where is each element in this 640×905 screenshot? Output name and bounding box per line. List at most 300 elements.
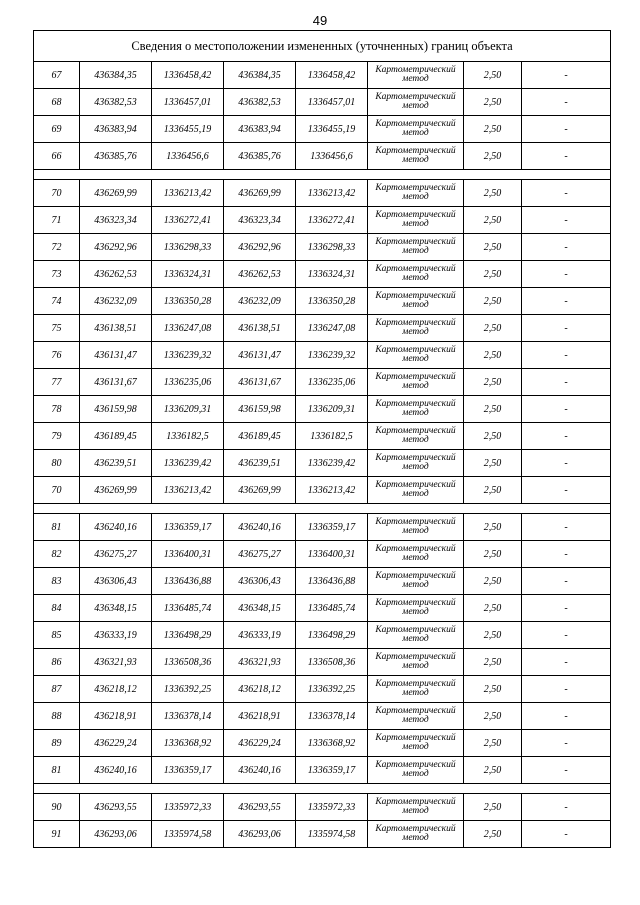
method-label-line2: метод	[402, 435, 429, 445]
method-label-line1: Картометрический	[375, 291, 456, 301]
table-row	[34, 757, 611, 784]
table-row	[34, 568, 611, 595]
y-existing-cell: 1336359,17	[152, 514, 224, 541]
method-label-line2: метод	[402, 273, 429, 283]
y-new-cell: 1336368,92	[296, 730, 368, 757]
y-existing-cell: 1336458,42	[152, 62, 224, 89]
y-existing-cell: 1336456,6	[152, 143, 224, 170]
table-row	[34, 288, 611, 315]
method-label-line1: Картометрический	[375, 426, 456, 436]
description-cell: -	[522, 794, 611, 821]
point-number-cell: 74	[34, 288, 80, 315]
method-cell	[368, 622, 464, 649]
description-cell: -	[522, 180, 611, 207]
description-cell: -	[522, 116, 611, 143]
method-cell	[368, 116, 464, 143]
y-new-cell: 1336392,25	[296, 676, 368, 703]
point-number-cell: 73	[34, 261, 80, 288]
method-label-line1: Картометрический	[375, 733, 456, 743]
y-existing-cell: 1336368,92	[152, 730, 224, 757]
method-label-line2: метод	[402, 219, 429, 229]
method-label-line2: метод	[402, 155, 429, 165]
separator-cell	[34, 170, 611, 180]
method-label-line1: Картометрический	[375, 210, 456, 220]
point-number-cell: 68	[34, 89, 80, 116]
method-label-line2: метод	[402, 769, 429, 779]
x-new-cell: 436229,24	[224, 730, 296, 757]
method-label-line2: метод	[402, 128, 429, 138]
description-cell: -	[522, 423, 611, 450]
point-number-cell: 72	[34, 234, 80, 261]
description-cell: -	[522, 234, 611, 261]
point-number-cell: 71	[34, 207, 80, 234]
method-cell	[368, 595, 464, 622]
x-existing-cell: 436348,15	[80, 595, 152, 622]
y-new-cell: 1336247,08	[296, 315, 368, 342]
x-existing-cell: 436385,76	[80, 143, 152, 170]
method-cell	[368, 821, 464, 848]
x-new-cell: 436382,53	[224, 89, 296, 116]
y-new-cell: 1336436,88	[296, 568, 368, 595]
x-new-cell: 436138,51	[224, 315, 296, 342]
method-label-line2: метод	[402, 715, 429, 725]
method-cell	[368, 288, 464, 315]
method-cell	[368, 315, 464, 342]
x-existing-cell: 436262,53	[80, 261, 152, 288]
method-label-line2: метод	[402, 408, 429, 418]
description-cell: -	[522, 730, 611, 757]
description-cell: -	[522, 821, 611, 848]
boundary-coordinates-table	[33, 30, 611, 848]
x-existing-cell: 436240,16	[80, 514, 152, 541]
method-label-line2: метод	[402, 327, 429, 337]
table-row	[34, 207, 611, 234]
point-number-cell: 78	[34, 396, 80, 423]
precision-cell: 2,50	[464, 369, 522, 396]
x-existing-cell: 436292,96	[80, 234, 152, 261]
table-row	[34, 622, 611, 649]
y-existing-cell: 1335972,33	[152, 794, 224, 821]
point-number-cell: 75	[34, 315, 80, 342]
table-row	[34, 450, 611, 477]
separator-cell	[34, 504, 611, 514]
description-cell: -	[522, 649, 611, 676]
precision-cell: 2,50	[464, 288, 522, 315]
y-existing-cell: 1336359,17	[152, 757, 224, 784]
y-new-cell: 1336239,42	[296, 450, 368, 477]
point-number-cell: 76	[34, 342, 80, 369]
method-cell	[368, 423, 464, 450]
x-new-cell: 436159,98	[224, 396, 296, 423]
x-new-cell: 436269,99	[224, 477, 296, 504]
method-cell	[368, 794, 464, 821]
precision-cell: 2,50	[464, 315, 522, 342]
precision-cell: 2,50	[464, 703, 522, 730]
description-cell: -	[522, 369, 611, 396]
group-separator-row	[34, 784, 611, 794]
method-label-line1: Картометрический	[375, 679, 456, 689]
method-label-line1: Картометрический	[375, 65, 456, 75]
method-label-line2: метод	[402, 553, 429, 563]
y-existing-cell: 1336235,06	[152, 369, 224, 396]
y-new-cell: 1336498,29	[296, 622, 368, 649]
precision-cell: 2,50	[464, 568, 522, 595]
precision-cell: 2,50	[464, 143, 522, 170]
x-new-cell: 436269,99	[224, 180, 296, 207]
y-new-cell: 1336456,6	[296, 143, 368, 170]
x-existing-cell: 436384,35	[80, 62, 152, 89]
x-existing-cell: 436189,45	[80, 423, 152, 450]
method-label-line1: Картометрический	[375, 480, 456, 490]
point-number-cell: 85	[34, 622, 80, 649]
precision-cell: 2,50	[464, 595, 522, 622]
y-existing-cell: 1336400,31	[152, 541, 224, 568]
method-cell	[368, 730, 464, 757]
table-row	[34, 261, 611, 288]
precision-cell: 2,50	[464, 342, 522, 369]
table-row	[34, 514, 611, 541]
precision-cell: 2,50	[464, 180, 522, 207]
method-cell	[368, 450, 464, 477]
method-label-line2: метод	[402, 489, 429, 499]
table-row	[34, 143, 611, 170]
y-existing-cell: 1336213,42	[152, 477, 224, 504]
y-new-cell: 1336458,42	[296, 62, 368, 89]
y-new-cell: 1335974,58	[296, 821, 368, 848]
method-cell	[368, 207, 464, 234]
method-cell	[368, 757, 464, 784]
point-number-cell: 81	[34, 514, 80, 541]
method-label-line1: Картометрический	[375, 399, 456, 409]
x-new-cell: 436383,94	[224, 116, 296, 143]
method-label-line1: Картометрический	[375, 146, 456, 156]
method-label-line2: метод	[402, 607, 429, 617]
method-cell	[368, 649, 464, 676]
method-cell	[368, 703, 464, 730]
x-new-cell: 436232,09	[224, 288, 296, 315]
point-number-cell: 87	[34, 676, 80, 703]
point-number-cell: 67	[34, 62, 80, 89]
y-existing-cell: 1336498,29	[152, 622, 224, 649]
page-number: 49	[312, 13, 328, 28]
point-number-cell: 77	[34, 369, 80, 396]
x-new-cell: 436384,35	[224, 62, 296, 89]
description-cell: -	[522, 450, 611, 477]
y-existing-cell: 1336350,28	[152, 288, 224, 315]
table-row	[34, 703, 611, 730]
method-label-line1: Картометрический	[375, 345, 456, 355]
method-label-line2: метод	[402, 300, 429, 310]
y-new-cell: 1336182,5	[296, 423, 368, 450]
point-number-cell: 89	[34, 730, 80, 757]
description-cell: -	[522, 477, 611, 504]
x-new-cell: 436306,43	[224, 568, 296, 595]
method-cell	[368, 477, 464, 504]
y-existing-cell: 1336272,41	[152, 207, 224, 234]
x-new-cell: 436275,27	[224, 541, 296, 568]
precision-cell: 2,50	[464, 234, 522, 261]
description-cell: -	[522, 315, 611, 342]
method-label-line1: Картометрический	[375, 372, 456, 382]
y-existing-cell: 1335974,58	[152, 821, 224, 848]
x-existing-cell: 436138,51	[80, 315, 152, 342]
description-cell: -	[522, 143, 611, 170]
precision-cell: 2,50	[464, 757, 522, 784]
y-new-cell: 1336324,31	[296, 261, 368, 288]
point-number-cell: 70	[34, 477, 80, 504]
method-cell	[368, 143, 464, 170]
precision-cell: 2,50	[464, 541, 522, 568]
y-new-cell: 1336457,01	[296, 89, 368, 116]
table-row	[34, 116, 611, 143]
y-existing-cell: 1336508,36	[152, 649, 224, 676]
description-cell: -	[522, 342, 611, 369]
y-existing-cell: 1336182,5	[152, 423, 224, 450]
point-number-cell: 83	[34, 568, 80, 595]
point-number-cell: 91	[34, 821, 80, 848]
precision-cell: 2,50	[464, 207, 522, 234]
y-new-cell: 1336239,32	[296, 342, 368, 369]
method-cell	[368, 234, 464, 261]
precision-cell: 2,50	[464, 730, 522, 757]
method-cell	[368, 89, 464, 116]
x-existing-cell: 436275,27	[80, 541, 152, 568]
method-label-line2: метод	[402, 101, 429, 111]
method-label-line1: Картометрический	[375, 264, 456, 274]
method-label-line1: Картометрический	[375, 237, 456, 247]
x-existing-cell: 436293,55	[80, 794, 152, 821]
x-existing-cell: 436229,24	[80, 730, 152, 757]
description-cell: -	[522, 622, 611, 649]
method-label-line2: метод	[402, 381, 429, 391]
y-existing-cell: 1336247,08	[152, 315, 224, 342]
x-existing-cell: 436131,47	[80, 342, 152, 369]
x-existing-cell: 436323,34	[80, 207, 152, 234]
table-row	[34, 649, 611, 676]
x-new-cell: 436218,91	[224, 703, 296, 730]
y-new-cell: 1336400,31	[296, 541, 368, 568]
method-label-line2: метод	[402, 688, 429, 698]
precision-cell: 2,50	[464, 649, 522, 676]
precision-cell: 2,50	[464, 116, 522, 143]
y-new-cell: 1335972,33	[296, 794, 368, 821]
x-existing-cell: 436382,53	[80, 89, 152, 116]
y-new-cell: 1336298,33	[296, 234, 368, 261]
method-label-line1: Картометрический	[375, 453, 456, 463]
separator-cell	[34, 784, 611, 794]
table-row	[34, 89, 611, 116]
x-existing-cell: 436321,93	[80, 649, 152, 676]
x-existing-cell: 436159,98	[80, 396, 152, 423]
x-new-cell: 436293,55	[224, 794, 296, 821]
point-number-cell: 66	[34, 143, 80, 170]
description-cell: -	[522, 514, 611, 541]
table-row	[34, 342, 611, 369]
table-header-row	[34, 31, 611, 62]
description-cell: -	[522, 676, 611, 703]
method-cell	[368, 676, 464, 703]
y-existing-cell: 1336209,31	[152, 396, 224, 423]
method-label-line1: Картометрический	[375, 92, 456, 102]
y-existing-cell: 1336324,31	[152, 261, 224, 288]
y-existing-cell: 1336298,33	[152, 234, 224, 261]
y-existing-cell: 1336239,42	[152, 450, 224, 477]
x-new-cell: 436218,12	[224, 676, 296, 703]
method-label-line1: Картометрический	[375, 652, 456, 662]
y-existing-cell: 1336436,88	[152, 568, 224, 595]
y-existing-cell: 1336378,14	[152, 703, 224, 730]
y-new-cell: 1336485,74	[296, 595, 368, 622]
method-label-line2: метод	[402, 462, 429, 472]
precision-cell: 2,50	[464, 622, 522, 649]
x-new-cell: 436131,67	[224, 369, 296, 396]
group-separator-row	[34, 170, 611, 180]
precision-cell: 2,50	[464, 821, 522, 848]
precision-cell: 2,50	[464, 396, 522, 423]
method-label-line1: Картометрический	[375, 706, 456, 716]
method-label-line1: Картометрический	[375, 598, 456, 608]
table-row	[34, 541, 611, 568]
y-new-cell: 1336455,19	[296, 116, 368, 143]
x-existing-cell: 436293,06	[80, 821, 152, 848]
table-row	[34, 821, 611, 848]
x-new-cell: 436321,93	[224, 649, 296, 676]
x-new-cell: 436240,16	[224, 514, 296, 541]
x-new-cell: 436293,06	[224, 821, 296, 848]
method-cell	[368, 396, 464, 423]
y-existing-cell: 1336392,25	[152, 676, 224, 703]
y-new-cell: 1336209,31	[296, 396, 368, 423]
x-new-cell: 436323,34	[224, 207, 296, 234]
table-row	[34, 62, 611, 89]
method-label-line2: метод	[402, 742, 429, 752]
method-label-line1: Картометрический	[375, 517, 456, 527]
precision-cell: 2,50	[464, 477, 522, 504]
table-body	[34, 31, 611, 848]
description-cell: -	[522, 757, 611, 784]
y-existing-cell: 1336485,74	[152, 595, 224, 622]
method-label-line1: Картометрический	[375, 318, 456, 328]
description-cell: -	[522, 62, 611, 89]
method-label-line1: Картометрический	[375, 119, 456, 129]
y-new-cell: 1336378,14	[296, 703, 368, 730]
description-cell: -	[522, 288, 611, 315]
precision-cell: 2,50	[464, 450, 522, 477]
table-row	[34, 794, 611, 821]
precision-cell: 2,50	[464, 261, 522, 288]
method-label-line2: метод	[402, 806, 429, 816]
method-label-line2: метод	[402, 74, 429, 84]
x-existing-cell: 436218,12	[80, 676, 152, 703]
x-existing-cell: 436239,51	[80, 450, 152, 477]
y-new-cell: 1336272,41	[296, 207, 368, 234]
method-cell	[368, 514, 464, 541]
table-row	[34, 676, 611, 703]
y-new-cell: 1336359,17	[296, 514, 368, 541]
table-row	[34, 369, 611, 396]
method-label-line2: метод	[402, 580, 429, 590]
precision-cell: 2,50	[464, 794, 522, 821]
y-new-cell: 1336508,36	[296, 649, 368, 676]
precision-cell: 2,50	[464, 423, 522, 450]
x-existing-cell: 436383,94	[80, 116, 152, 143]
point-number-cell: 88	[34, 703, 80, 730]
y-new-cell: 1336213,42	[296, 180, 368, 207]
method-label-line2: метод	[402, 354, 429, 364]
y-existing-cell: 1336457,01	[152, 89, 224, 116]
description-cell: -	[522, 568, 611, 595]
x-existing-cell: 436232,09	[80, 288, 152, 315]
method-label-line1: Картометрический	[375, 760, 456, 770]
method-label-line2: метод	[402, 526, 429, 536]
precision-cell: 2,50	[464, 514, 522, 541]
group-separator-row	[34, 504, 611, 514]
method-cell	[368, 62, 464, 89]
table-row	[34, 396, 611, 423]
method-label-line1: Картометрический	[375, 797, 456, 807]
point-number-cell: 80	[34, 450, 80, 477]
method-cell	[368, 180, 464, 207]
method-cell	[368, 342, 464, 369]
method-cell	[368, 568, 464, 595]
method-label-line1: Картометрический	[375, 571, 456, 581]
x-new-cell: 436348,15	[224, 595, 296, 622]
method-cell	[368, 369, 464, 396]
point-number-cell: 84	[34, 595, 80, 622]
x-new-cell: 436292,96	[224, 234, 296, 261]
description-cell: -	[522, 261, 611, 288]
y-existing-cell: 1336239,32	[152, 342, 224, 369]
description-cell: -	[522, 595, 611, 622]
description-cell: -	[522, 396, 611, 423]
y-existing-cell: 1336213,42	[152, 180, 224, 207]
point-number-cell: 86	[34, 649, 80, 676]
point-number-cell: 81	[34, 757, 80, 784]
method-label-line2: метод	[402, 661, 429, 671]
x-new-cell: 436131,47	[224, 342, 296, 369]
point-number-cell: 70	[34, 180, 80, 207]
x-new-cell: 436189,45	[224, 423, 296, 450]
x-existing-cell: 436269,99	[80, 180, 152, 207]
x-existing-cell: 436333,19	[80, 622, 152, 649]
table-title: Сведения о местоположении измененных (уточненных) границ объекта	[34, 31, 611, 62]
x-existing-cell: 436269,99	[80, 477, 152, 504]
x-new-cell: 436385,76	[224, 143, 296, 170]
table-row	[34, 595, 611, 622]
description-cell: -	[522, 89, 611, 116]
table-row	[34, 234, 611, 261]
x-existing-cell: 436240,16	[80, 757, 152, 784]
x-existing-cell: 436218,91	[80, 703, 152, 730]
point-number-cell: 82	[34, 541, 80, 568]
point-number-cell: 79	[34, 423, 80, 450]
x-new-cell: 436333,19	[224, 622, 296, 649]
table-row	[34, 477, 611, 504]
precision-cell: 2,50	[464, 89, 522, 116]
y-new-cell: 1336213,42	[296, 477, 368, 504]
method-label-line1: Картометрический	[375, 625, 456, 635]
method-cell	[368, 261, 464, 288]
x-existing-cell: 436306,43	[80, 568, 152, 595]
y-new-cell: 1336359,17	[296, 757, 368, 784]
x-new-cell: 436239,51	[224, 450, 296, 477]
y-new-cell: 1336350,28	[296, 288, 368, 315]
method-label-line1: Картометрический	[375, 544, 456, 554]
table-row	[34, 315, 611, 342]
precision-cell: 2,50	[464, 62, 522, 89]
method-cell	[368, 541, 464, 568]
method-label-line2: метод	[402, 634, 429, 644]
